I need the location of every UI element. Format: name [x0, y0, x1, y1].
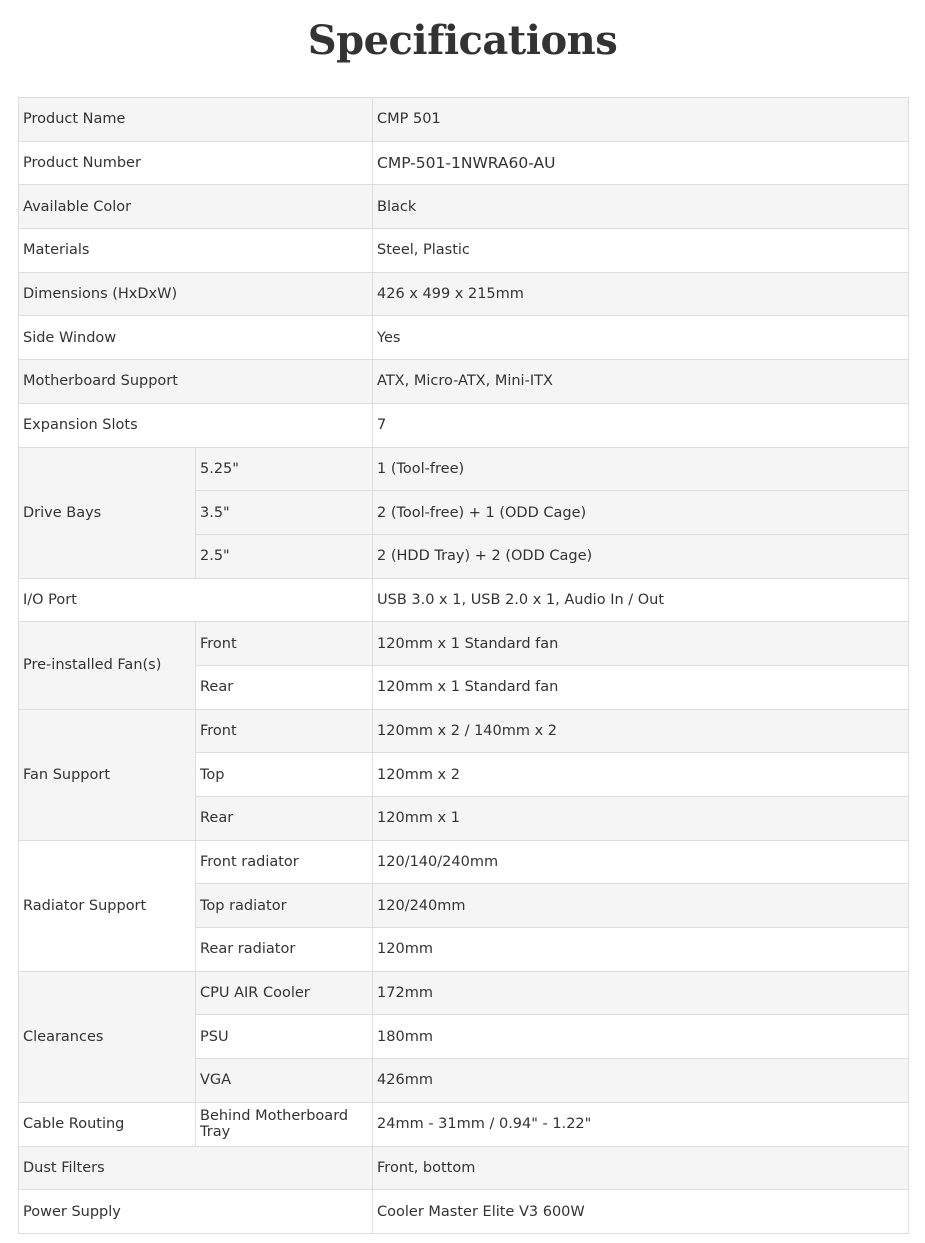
table-row-expansion-slots [19, 403, 909, 447]
row-sublabel: Behind Motherboard Tray [196, 1102, 373, 1146]
row-sublabel: Top [196, 753, 373, 797]
row-label: I/O Port [19, 578, 373, 622]
row-label: Side Window [19, 316, 373, 360]
table-row-product-name [19, 98, 909, 142]
row-label: Pre-installed Fan(s) [19, 622, 196, 709]
row-sublabel: Rear radiator [196, 928, 373, 972]
table-row-clearance-cpu [19, 971, 909, 1015]
table-row-drive-bays-525 [19, 447, 909, 491]
row-value: Cooler Master Elite V3 600W [373, 1190, 909, 1234]
row-label: Available Color [19, 185, 373, 229]
row-sublabel: Front [196, 622, 373, 666]
row-value: 2 (Tool-free) + 1 (ODD Cage) [373, 491, 909, 535]
table-row-io-port [19, 578, 909, 622]
table-row-power-supply [19, 1190, 909, 1234]
table-row-motherboard-support [19, 360, 909, 404]
row-sublabel: 2.5" [196, 534, 373, 578]
row-value: 7 [373, 403, 909, 447]
table-row-fan-support-front [19, 709, 909, 753]
row-value: CMP 501 [373, 98, 909, 142]
row-sublabel: Rear [196, 665, 373, 709]
row-label: Expansion Slots [19, 403, 373, 447]
row-label: Product Number [19, 141, 373, 185]
table-row-dust-filters [19, 1146, 909, 1190]
row-sublabel: Front radiator [196, 840, 373, 884]
table-row-cable-routing [19, 1102, 909, 1146]
row-value: 172mm [373, 971, 909, 1015]
row-label: Dust Filters [19, 1146, 373, 1190]
row-value: ATX, Micro-ATX, Mini-ITX [373, 360, 909, 404]
row-sublabel: Rear [196, 797, 373, 841]
row-value: Yes [373, 316, 909, 360]
row-sublabel: Front [196, 709, 373, 753]
row-sublabel: 3.5" [196, 491, 373, 535]
table-row-side-window [19, 316, 909, 360]
row-sublabel: 5.25" [196, 447, 373, 491]
row-value: 426mm [373, 1059, 909, 1103]
row-label: Materials [19, 229, 373, 273]
row-value: Front, bottom [373, 1146, 909, 1190]
table-row-materials [19, 229, 909, 273]
row-label: Clearances [19, 971, 196, 1102]
table-row-preinstalled-front [19, 622, 909, 666]
row-label: Dimensions (HxDxW) [19, 272, 373, 316]
row-label: Product Name [19, 98, 373, 142]
row-value: 120mm x 1 [373, 797, 909, 841]
row-value: 120mm x 1 Standard fan [373, 665, 909, 709]
row-value: 120/140/240mm [373, 840, 909, 884]
row-value: 120mm x 2 / 140mm x 2 [373, 709, 909, 753]
row-value: Steel, Plastic [373, 229, 909, 273]
row-sublabel: VGA [196, 1059, 373, 1103]
row-label: Cable Routing [19, 1102, 196, 1146]
row-label: Power Supply [19, 1190, 373, 1234]
row-sublabel: CPU AIR Cooler [196, 971, 373, 1015]
row-value: Black [373, 185, 909, 229]
table-row-radiator-front [19, 840, 909, 884]
row-value: 2 (HDD Tray) + 2 (ODD Cage) [373, 534, 909, 578]
row-sublabel: Top radiator [196, 884, 373, 928]
row-value: 1 (Tool-free) [373, 447, 909, 491]
table-row-dimensions [19, 272, 909, 316]
row-label: Drive Bays [19, 447, 196, 578]
row-value: CMP-501-1NWRA60-AU [373, 141, 909, 185]
page-title: Specifications [307, 17, 618, 64]
row-label: Radiator Support [19, 840, 196, 971]
row-sublabel: PSU [196, 1015, 373, 1059]
row-value: 120mm x 1 Standard fan [373, 622, 909, 666]
row-label: Motherboard Support [19, 360, 373, 404]
row-value: 24mm - 31mm / 0.94" - 1.22" [373, 1102, 909, 1146]
row-value: 120mm x 2 [373, 753, 909, 797]
row-value: 180mm [373, 1015, 909, 1059]
table-row-product-number [19, 141, 909, 185]
row-label: Fan Support [19, 709, 196, 840]
row-value: 120/240mm [373, 884, 909, 928]
row-value: 120mm [373, 928, 909, 972]
specifications-table [18, 97, 909, 1234]
row-value: 426 x 499 x 215mm [373, 272, 909, 316]
table-row-available-color [19, 185, 909, 229]
row-value: USB 3.0 x 1, USB 2.0 x 1, Audio In / Out [373, 578, 909, 622]
